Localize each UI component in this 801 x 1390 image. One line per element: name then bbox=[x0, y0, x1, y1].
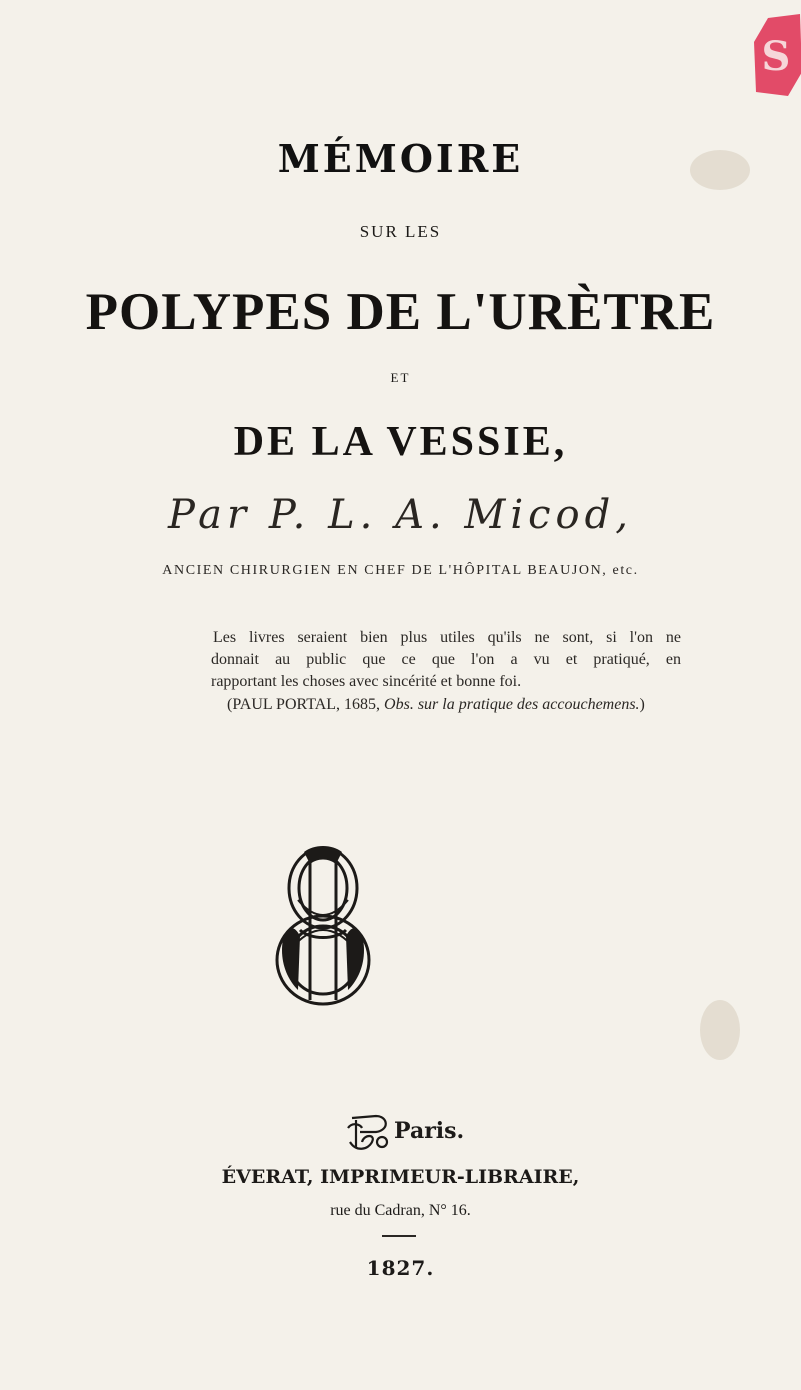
epigraph bbox=[211, 627, 681, 693]
paris-ornament-icon bbox=[346, 1112, 394, 1152]
epigraph-line: rapportant les choses avec sincérité et bonne foi. bbox=[211, 673, 522, 690]
imprint-year: 1827. bbox=[366, 1256, 435, 1280]
imprint-address: rue du Cadran, N° 16. bbox=[330, 1202, 471, 1219]
stamp-letter: S bbox=[761, 33, 791, 80]
main-title: POLYPES DE L'URÈTRE bbox=[85, 283, 716, 341]
epigraph-line: donnait au public que ce que l'on a vu et pratiqué, en bbox=[211, 651, 681, 668]
epigraph-attribution bbox=[227, 694, 687, 716]
library-stamp-icon bbox=[748, 12, 801, 100]
printer-monogram-icon bbox=[270, 840, 376, 1008]
attribution-suffix: ) bbox=[639, 696, 645, 713]
conjunction: ET bbox=[390, 370, 411, 385]
author-line: Par P. L. A. Micod, bbox=[168, 492, 633, 538]
main-title-2: DE LA VESSIE, bbox=[233, 419, 568, 465]
attribution-prefix: (PAUL PORTAL, 1685, bbox=[227, 696, 381, 713]
attribution-work: Obs. sur la pratique des accouchemens. bbox=[384, 696, 640, 713]
subtitle-small: SUR LES bbox=[359, 222, 442, 241]
epigraph-line: Les livres seraient bien plus utiles qu'ils ne sont, si l'on ne bbox=[213, 629, 681, 646]
author-credentials: ANCIEN CHIRURGIEN EN CHEF DE L'HÔPITAL BEAUJON, etc. bbox=[162, 563, 639, 578]
imprint-publisher: ÉVERAT, IMPRIMEUR-LIBRAIRE, bbox=[221, 1166, 580, 1188]
divider-rule bbox=[382, 1235, 416, 1237]
imprint-city: Paris. bbox=[394, 1118, 465, 1144]
page-title: MÉMOIRE bbox=[277, 136, 524, 181]
paper-stain bbox=[700, 1000, 740, 1060]
